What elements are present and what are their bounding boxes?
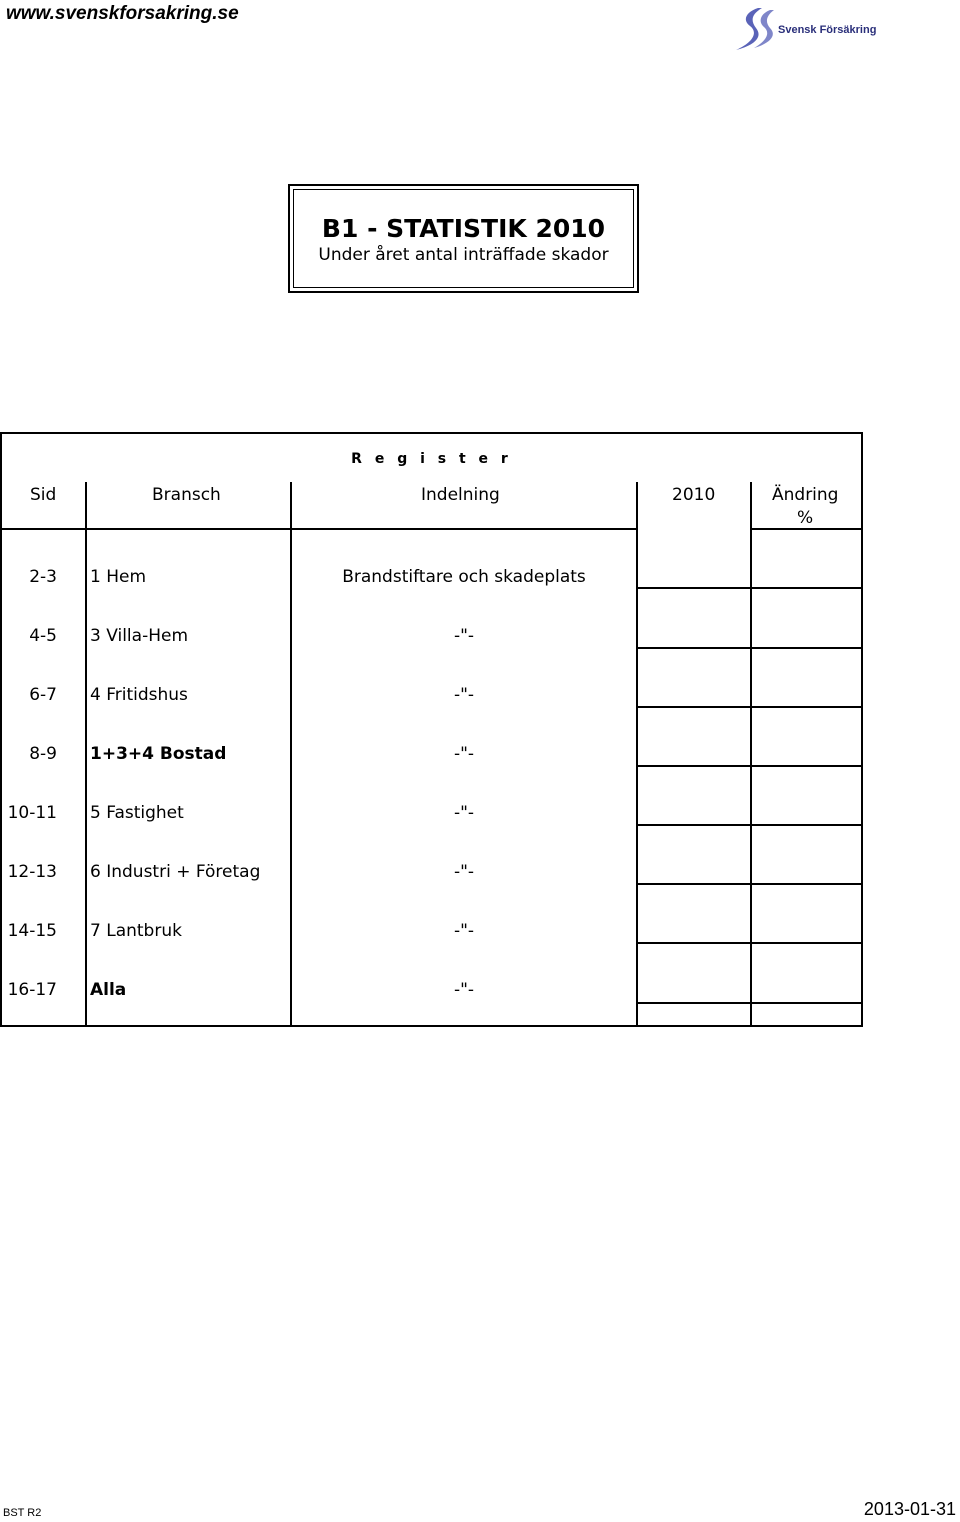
row-indelning: -"- (453, 862, 475, 882)
register-title: R e g i s t e r (351, 451, 512, 467)
row-bransch: 1 Hem (90, 567, 147, 587)
title-inner-frame (293, 189, 634, 288)
row-bransch: 1+3+4 Bostad (90, 744, 227, 764)
logo-swoosh-icon (728, 4, 778, 54)
row-bransch: 4 Fritidshus (90, 685, 188, 705)
row-rule (636, 765, 861, 767)
row-indelning: -"- (453, 744, 475, 764)
row-bransch: 7 Lantbruk (90, 921, 182, 941)
row-sid: 16-17 (7, 980, 57, 1000)
logo-text: Svensk Försäkring (778, 24, 877, 36)
site-url[interactable]: www.svenskforsakring.se (6, 3, 239, 24)
row-indelning: Brandstiftare och skadeplats (342, 567, 586, 587)
row-sid: 14-15 (7, 921, 57, 941)
row-bransch: 3 Villa-Hem (90, 626, 188, 646)
row-indelning: -"- (453, 626, 475, 646)
row-indelning: -"- (453, 980, 475, 1000)
column-header-year: 2010 (672, 485, 716, 505)
row-sid: 10-11 (7, 803, 57, 823)
header-rule (2, 528, 636, 530)
row-rule (636, 942, 861, 944)
register-table (0, 432, 863, 1027)
page-subtitle: Under året antal inträffade skador (318, 245, 609, 265)
row-rule (636, 587, 861, 589)
header-rule (750, 528, 861, 530)
row-bransch: 5 Fastighet (90, 803, 184, 823)
footer-date: 2013-01-31 (863, 1499, 956, 1519)
column-header-change: Ändring (772, 485, 839, 505)
title-box (288, 184, 639, 293)
row-sid: 6-7 (29, 685, 57, 705)
row-sid: 12-13 (7, 862, 57, 882)
row-sid: 4-5 (29, 626, 57, 646)
row-rule (636, 647, 861, 649)
column-header-indelning: Indelning (421, 485, 500, 505)
row-bransch: Alla (90, 980, 127, 1000)
column-header-sid: Sid (30, 485, 57, 505)
column-divider (290, 482, 292, 1027)
row-sid: 2-3 (29, 567, 57, 587)
row-rule (636, 824, 861, 826)
row-bransch: 6 Industri + Företag (90, 862, 261, 882)
row-indelning: -"- (453, 803, 475, 823)
page-title: B1 - STATISTIK 2010 (321, 214, 606, 243)
column-header-bransch: Bransch (152, 485, 221, 505)
column-divider (636, 482, 638, 1027)
column-divider (85, 482, 87, 1027)
column-divider (750, 482, 752, 1027)
row-indelning: -"- (453, 685, 475, 705)
row-indelning: -"- (453, 921, 475, 941)
column-header-change-unit: % (797, 508, 814, 528)
row-rule (636, 883, 861, 885)
row-rule (636, 706, 861, 708)
footer-code: BST R2 (3, 1507, 42, 1519)
svensk-forsakring-logo (728, 4, 878, 54)
row-sid: 8-9 (29, 744, 57, 764)
row-rule (636, 1002, 861, 1004)
